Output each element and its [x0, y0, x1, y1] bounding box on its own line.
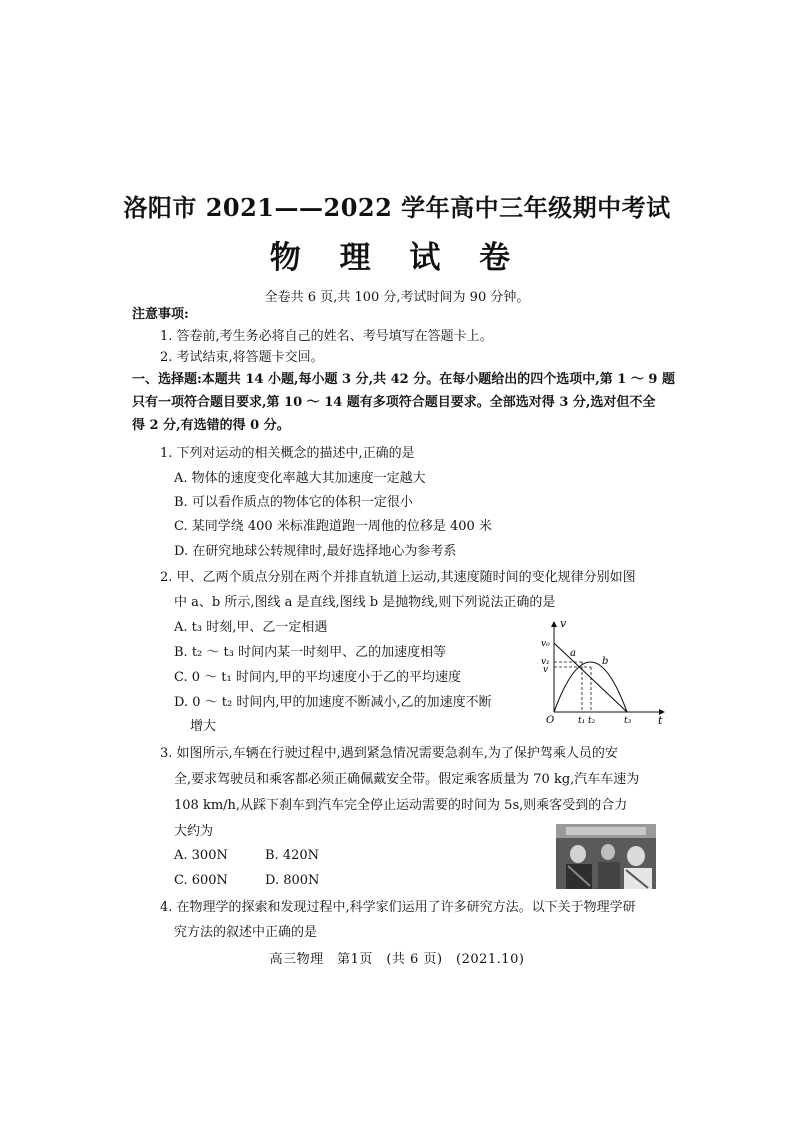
line-a — [554, 643, 627, 712]
q2-option-a: A. t₃ 时刻,甲、乙一定相遇 — [174, 620, 328, 635]
q3-option-b: B. 420N — [265, 848, 320, 863]
exam-subject: 物 理 试 卷 — [269, 240, 525, 276]
q4-stem: 究方法的叙述中正确的是 — [174, 925, 318, 940]
q2-option-b: B. t₂ ～ t₃ 时间内某一时刻甲、乙的加速度相等 — [174, 645, 447, 660]
q2-stem: 2. 甲、乙两个质点分别在两个并排直轨道上运动,其速度随时间的变化规律分别如图 — [160, 570, 636, 585]
q2-option-d: D. 0 ～ t₂ 时间内,甲的加速度不断减小,乙的加速度不断 — [174, 695, 492, 710]
q4-stem: 4. 在物理学的探索和发现过程中,科学家们运用了许多研究方法。以下关于物理学研 — [160, 900, 636, 915]
t2-label: t₂ — [588, 716, 596, 726]
note-item: 2. 考试结束,将答题卡交回。 — [160, 350, 324, 365]
notes-heading: 注意事项: — [132, 307, 189, 322]
section-instructions-line: 一、选择题:本题共 14 小题,每小题 3 分,共 42 分。在每小题给出的四个选项中,第 1 ～ 9 题 — [132, 372, 675, 387]
q3-stem: 大约为 — [174, 824, 214, 839]
line-a-label: a — [570, 648, 576, 659]
q2-stem: 中 a、b 所示,图线 a 是直线,图线 b 是抛物线,则下列说法正确的是 — [174, 595, 556, 610]
parabola-b — [554, 662, 627, 712]
q3-option-d: D. 800N — [265, 873, 320, 888]
velocity-time-graph — [540, 616, 670, 728]
page-footer: 高三物理 第1页 (共 6 页) (2021.10) — [269, 952, 525, 967]
q3-option-c: C. 600N — [174, 873, 228, 888]
q1-stem: 1. 下列对运动的相关概念的描述中,正确的是 — [160, 446, 415, 461]
q1-option-d: D. 在研究地球公转规律时,最好选择地心为参考系 — [174, 544, 457, 559]
v-axis-label: v — [560, 617, 567, 630]
exam-info: 全卷共 6 页,共 100 分,考试时间为 90 分钟。 — [264, 290, 530, 305]
q2-option-c: C. 0 ～ t₁ 时间内,甲的平均速度小于乙的平均速度 — [174, 670, 461, 685]
exam-title: 洛阳市 2021——2022 学年高中三年级期中考试 — [123, 193, 671, 222]
v1-label: v₁ — [541, 657, 550, 667]
line-b-label: b — [602, 656, 609, 667]
q3-stem: 3. 如图所示,车辆在行驶过程中,遇到紧急情况需要急刹车,为了保护驾乘人员的安 — [160, 746, 618, 761]
section-instructions-line: 只有一项符合题目要求,第 10 ～ 14 题有多项符合题目要求。全部选对得 3 分,选对但不全 — [132, 395, 656, 410]
origin-label: O — [546, 715, 555, 726]
t3-label: t₃ — [624, 716, 632, 726]
q2-option-d-cont: 增大 — [190, 719, 217, 734]
section-instructions-line: 得 2 分,有选错的得 0 分。 — [132, 418, 290, 433]
q1-option-c: C. 某同学绕 400 米标准跑道跑一周他的位移是 400 米 — [174, 519, 492, 534]
car-passengers-photo — [556, 824, 656, 889]
note-item: 1. 答卷前,考生务必将自己的姓名、考号填写在答题卡上。 — [160, 329, 493, 344]
q3-stem: 108 km/h,从踩下刹车到汽车完全停止运动需要的时间为 5s,则乘客受到的合力 — [174, 798, 628, 813]
q3-option-a: A. 300N — [174, 848, 228, 863]
v0-label: v₀ — [541, 639, 550, 649]
t1-label: t₁ — [578, 716, 586, 726]
v-label: v — [543, 665, 549, 675]
q1-option-a: A. 物体的速度变化率越大其加速度一定越大 — [174, 471, 426, 486]
q3-stem: 全,要求驾驶员和乘客都必须正确佩戴安全带。假定乘客质量为 70 kg,汽车车速为 — [174, 772, 640, 787]
t-axis-label: t — [658, 714, 663, 727]
q1-option-b: B. 可以看作质点的物体它的体积一定很小 — [174, 495, 413, 510]
